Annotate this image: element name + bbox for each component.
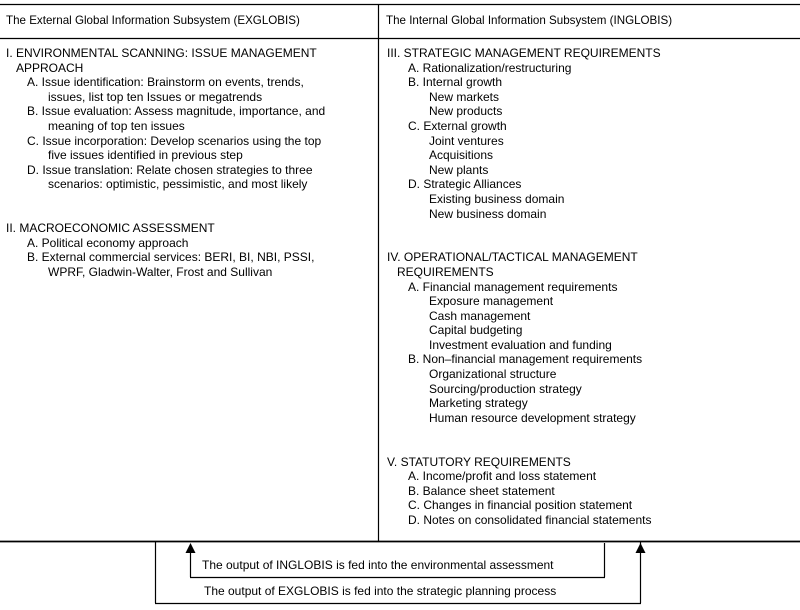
outline-item: C. Changes in financial position statement (408, 498, 633, 513)
outline-item: A. Income/profit and loss statement (408, 469, 597, 484)
outline-item: A. Financial management requirements (408, 279, 618, 294)
outline-item: B. Non–financial management requirements (408, 352, 643, 367)
section-heading: II. MACROECONOMIC ASSESSMENT (6, 221, 215, 236)
outline-subitem: REQUIREMENTS (397, 264, 494, 279)
outline-item: C. External growth (408, 118, 507, 133)
outline-subitem: APPROACH (16, 60, 84, 75)
inglobis-header: The Internal Global Information Subsystem (INGLOBIS) (386, 14, 673, 27)
outline-item: B. Issue evaluation: Assess magnitude, importance, and (27, 104, 326, 119)
exglobis-column (6, 46, 374, 280)
exglobis-feedback-label: The output of EXGLOBIS is fed into the strategic planning process (204, 584, 557, 598)
outline-item: D. Notes on consolidated financial statements (408, 513, 652, 527)
outline-subitem: issues, list top ten Issues or megatrends (48, 89, 263, 104)
outline-subitem: Organizational structure (429, 367, 557, 382)
spacer (387, 236, 797, 251)
outline-subitem: New markets (429, 89, 500, 104)
arrow-up-icon (186, 543, 196, 553)
outline-subitem: Marketing strategy (429, 396, 528, 411)
outline-subitem: Cash management (429, 308, 531, 323)
outline-subitem: Existing business domain (429, 191, 565, 206)
inglobis-column (387, 46, 797, 528)
spacer (387, 425, 797, 440)
outline-subitem: scenarios: optimistic, pessimistic, and most likely (48, 177, 308, 192)
spacer (387, 440, 797, 455)
section-heading: I. ENVIRONMENTAL SCANNING: ISSUE MANAGEMENT (6, 46, 317, 60)
inglobis-feedback-label: The output of INGLOBIS is fed into the environmental assessment (202, 558, 554, 572)
outline-subitem: New products (429, 104, 503, 119)
outline-subitem: meaning of top ten issues (48, 118, 185, 133)
outline-subitem: Capital budgeting (429, 323, 523, 338)
outline-item: D. Issue translation: Relate chosen strategies to three (27, 162, 313, 177)
spacer (6, 207, 374, 222)
outline-item: B. External commercial services: BERI, BI, NBI, PSSI, (27, 250, 315, 265)
outline-item: A. Issue identification: Brainstorm on events, trends, (27, 75, 304, 90)
outline-subitem: Acquisitions (429, 148, 494, 163)
outline-subitem: five issues identified in previous step (48, 148, 243, 163)
outline-subitem: New business domain (429, 206, 547, 221)
outline-subitem: New plants (429, 162, 489, 177)
spacer (6, 192, 374, 207)
outline-subitem: Sourcing/production strategy (429, 381, 582, 396)
outline-item: B. Internal growth (408, 75, 503, 90)
arrow-up-icon (636, 543, 646, 553)
section-heading: III. STRATEGIC MANAGEMENT REQUIREMENTS (387, 46, 661, 60)
outline-subitem: WPRF, Gladwin-Walter, Frost and Sullivan (48, 264, 273, 279)
outline-item: D. Strategic Alliances (408, 177, 522, 192)
outline-subitem: Investment evaluation and funding (429, 337, 612, 352)
outline-subitem: Exposure management (429, 294, 554, 309)
section-heading: V. STATUTORY REQUIREMENTS (387, 454, 571, 469)
spacer (387, 221, 797, 236)
outline-item: C. Issue incorporation: Develop scenarios using the top (27, 133, 322, 148)
exglobis-header: The External Global Information Subsystem (EXGLOBIS) (6, 14, 300, 27)
section-heading: IV. OPERATIONAL/TACTICAL MANAGEMENT (387, 250, 638, 265)
outline-item: B. Balance sheet statement (408, 483, 555, 498)
outline-subitem: Joint ventures (429, 133, 504, 148)
outline-item: A. Political economy approach (27, 235, 189, 250)
outline-item: A. Rationalization/restructuring (408, 60, 572, 75)
outline-subitem: Human resource development strategy (429, 410, 636, 425)
